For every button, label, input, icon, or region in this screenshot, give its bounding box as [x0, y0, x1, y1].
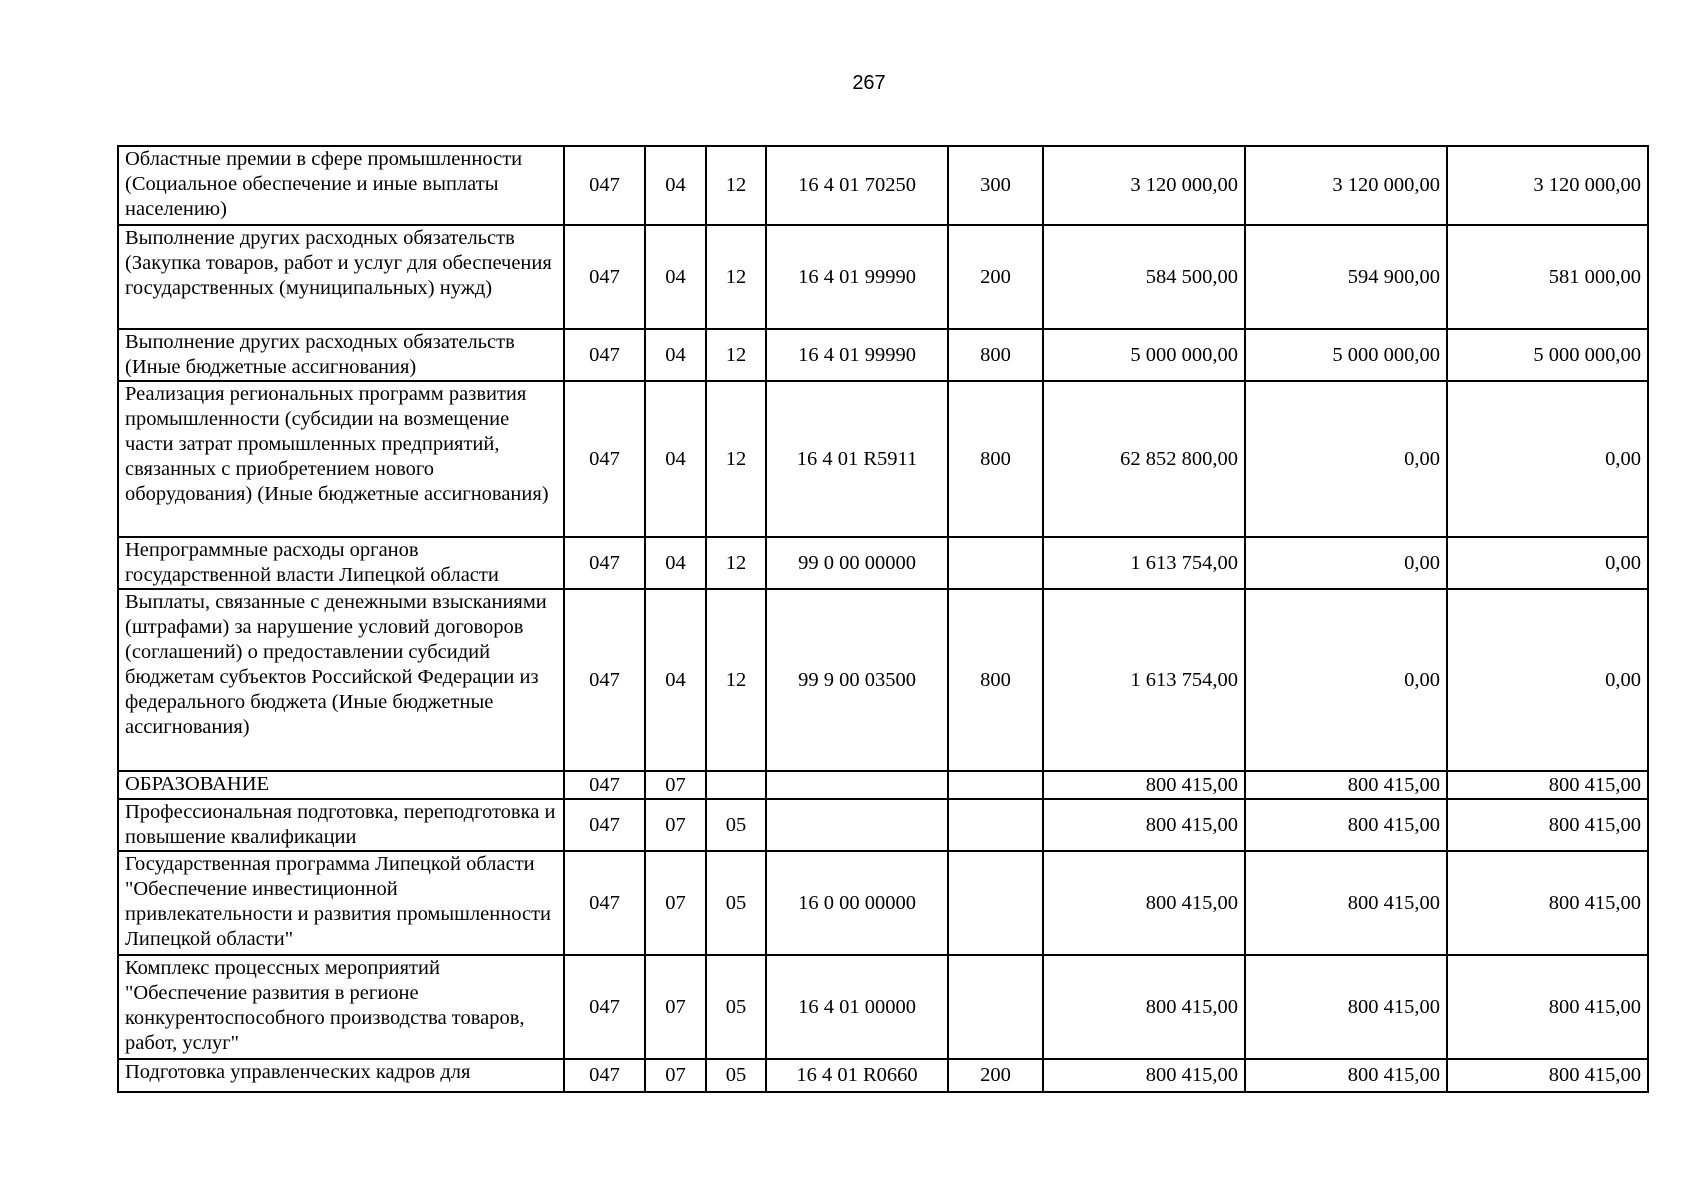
page-number: 267 — [852, 72, 886, 94]
expense-name-cell: Комплекс процессных мероприятий "Обеспечение развития в регионе конкурентоспособного производства товаров, работ, услуг" — [118, 955, 564, 1059]
subsection-code-cell — [706, 771, 766, 799]
expense-type-cell — [948, 771, 1043, 799]
amount-year3-cell: 800 415,00 — [1447, 1059, 1648, 1092]
target-article-cell: 16 4 01 99990 — [766, 329, 948, 381]
budget-table — [117, 145, 1649, 1093]
expense-name-cell: Выполнение других расходных обязательств (Иные бюджетные ассигнования) — [118, 329, 564, 381]
target-article-cell: 16 0 00 00000 — [766, 851, 948, 955]
amount-year1-cell: 584 500,00 — [1043, 225, 1245, 329]
section-code-cell: 04 — [645, 146, 706, 225]
amount-year3-cell: 0,00 — [1447, 537, 1648, 589]
target-article-cell: 99 0 00 00000 — [766, 537, 948, 589]
expense-type-cell — [948, 955, 1043, 1059]
amount-year2-cell: 3 120 000,00 — [1245, 146, 1447, 225]
admin-code-cell: 047 — [564, 225, 645, 329]
amount-year2-cell: 0,00 — [1245, 589, 1447, 771]
subsection-code-cell: 12 — [706, 589, 766, 771]
table-row — [118, 955, 1648, 1059]
table-row — [118, 589, 1648, 771]
amount-year1-cell: 800 415,00 — [1043, 771, 1245, 799]
amount-year1-cell: 3 120 000,00 — [1043, 146, 1245, 225]
admin-code-cell: 047 — [564, 381, 645, 537]
amount-year1-cell: 62 852 800,00 — [1043, 381, 1245, 537]
amount-year1-cell: 800 415,00 — [1043, 851, 1245, 955]
expense-name-cell: Профессиональная подготовка, переподготовка и повышение квалификации — [118, 799, 564, 851]
expense-name-cell: Областные премии в сфере промышленности (Социальное обеспечение и иные выплаты населению) — [118, 146, 564, 225]
amount-year2-cell: 0,00 — [1245, 381, 1447, 537]
subsection-code-cell: 05 — [706, 851, 766, 955]
expense-type-cell: 800 — [948, 589, 1043, 771]
target-article-cell — [766, 799, 948, 851]
subsection-code-cell: 12 — [706, 329, 766, 381]
admin-code-cell: 047 — [564, 1059, 645, 1092]
admin-code-cell: 047 — [564, 955, 645, 1059]
section-code-cell: 04 — [645, 225, 706, 329]
subsection-code-cell: 12 — [706, 381, 766, 537]
expense-name-cell: Подготовка управленческих кадров для — [118, 1059, 564, 1092]
subsection-code-cell: 12 — [706, 537, 766, 589]
amount-year1-cell: 800 415,00 — [1043, 799, 1245, 851]
amount-year1-cell: 800 415,00 — [1043, 955, 1245, 1059]
admin-code-cell: 047 — [564, 589, 645, 771]
amount-year2-cell: 800 415,00 — [1245, 799, 1447, 851]
table-row — [118, 329, 1648, 381]
admin-code-cell: 047 — [564, 537, 645, 589]
amount-year3-cell: 581 000,00 — [1447, 225, 1648, 329]
admin-code-cell: 047 — [564, 799, 645, 851]
expense-type-cell: 200 — [948, 225, 1043, 329]
admin-code-cell: 047 — [564, 329, 645, 381]
expense-type-cell: 200 — [948, 1059, 1043, 1092]
target-article-cell: 16 4 01 99990 — [766, 225, 948, 329]
amount-year3-cell: 800 415,00 — [1447, 955, 1648, 1059]
expense-name-cell: Реализация региональных программ развития промышленности (субсидии на возмещение части затрат промышленных предприятий, связанных с приобретением нового оборудования) (Иные бюджетные ассигнования) — [118, 381, 564, 537]
section-code-cell: 04 — [645, 381, 706, 537]
section-code-cell: 07 — [645, 955, 706, 1059]
target-article-cell: 16 4 01 R5911 — [766, 381, 948, 537]
subsection-code-cell: 05 — [706, 1059, 766, 1092]
subsection-code-cell: 05 — [706, 799, 766, 851]
subsection-code-cell: 12 — [706, 225, 766, 329]
amount-year2-cell: 5 000 000,00 — [1245, 329, 1447, 381]
amount-year3-cell: 0,00 — [1447, 589, 1648, 771]
expense-type-cell: 300 — [948, 146, 1043, 225]
budget-table-body — [118, 146, 1648, 1092]
amount-year3-cell: 800 415,00 — [1447, 799, 1648, 851]
amount-year2-cell: 800 415,00 — [1245, 955, 1447, 1059]
target-article-cell: 16 4 01 00000 — [766, 955, 948, 1059]
amount-year2-cell: 800 415,00 — [1245, 771, 1447, 799]
amount-year1-cell: 1 613 754,00 — [1043, 589, 1245, 771]
section-code-cell: 04 — [645, 329, 706, 381]
amount-year2-cell: 0,00 — [1245, 537, 1447, 589]
amount-year3-cell: 5 000 000,00 — [1447, 329, 1648, 381]
section-code-cell: 04 — [645, 589, 706, 771]
amount-year2-cell: 594 900,00 — [1245, 225, 1447, 329]
expense-type-cell — [948, 799, 1043, 851]
amount-year1-cell: 5 000 000,00 — [1043, 329, 1245, 381]
amount-year3-cell: 800 415,00 — [1447, 771, 1648, 799]
table-row — [118, 146, 1648, 225]
section-code-cell: 07 — [645, 771, 706, 799]
target-article-cell: 16 4 01 70250 — [766, 146, 948, 225]
subsection-code-cell: 12 — [706, 146, 766, 225]
amount-year2-cell: 800 415,00 — [1245, 1059, 1447, 1092]
expense-name-cell: Непрограммные расходы органов государственной власти Липецкой области — [118, 537, 564, 589]
section-code-cell: 07 — [645, 851, 706, 955]
expense-type-cell — [948, 537, 1043, 589]
expense-type-cell: 800 — [948, 329, 1043, 381]
section-code-cell: 07 — [645, 1059, 706, 1092]
target-article-cell: 99 9 00 03500 — [766, 589, 948, 771]
admin-code-cell: 047 — [564, 771, 645, 799]
expense-type-cell — [948, 851, 1043, 955]
table-row — [118, 851, 1648, 955]
target-article-cell: 16 4 01 R0660 — [766, 1059, 948, 1092]
admin-code-cell: 047 — [564, 851, 645, 955]
section-code-cell: 04 — [645, 537, 706, 589]
table-row — [118, 225, 1648, 329]
section-code-cell: 07 — [645, 799, 706, 851]
expense-type-cell: 800 — [948, 381, 1043, 537]
expense-name-cell: ОБРАЗОВАНИЕ — [118, 771, 564, 799]
table-row — [118, 381, 1648, 537]
table-row — [118, 799, 1648, 851]
expense-name-cell: Выполнение других расходных обязательств (Закупка товаров, работ и услуг для обеспечения государственных (муниципальных) нужд) — [118, 225, 564, 329]
admin-code-cell: 047 — [564, 146, 645, 225]
amount-year1-cell: 1 613 754,00 — [1043, 537, 1245, 589]
table-row — [118, 537, 1648, 589]
table-row — [118, 771, 1648, 799]
table-row — [118, 1059, 1648, 1092]
target-article-cell — [766, 771, 948, 799]
subsection-code-cell: 05 — [706, 955, 766, 1059]
amount-year3-cell: 800 415,00 — [1447, 851, 1648, 955]
amount-year1-cell: 800 415,00 — [1043, 1059, 1245, 1092]
amount-year3-cell: 0,00 — [1447, 381, 1648, 537]
expense-name-cell: Государственная программа Липецкой области "Обеспечение инвестиционной привлекательности и развития промышленности Липецкой области" — [118, 851, 564, 955]
expense-name-cell: Выплаты, связанные с денежными взысканиями (штрафами) за нарушение условий договоров (соглашений) о предоставлении субсидий бюджетам субъектов Российской Федерации из федерального бюджета (Иные бюджетные ассигнования) — [118, 589, 564, 771]
amount-year2-cell: 800 415,00 — [1245, 851, 1447, 955]
amount-year3-cell: 3 120 000,00 — [1447, 146, 1648, 225]
